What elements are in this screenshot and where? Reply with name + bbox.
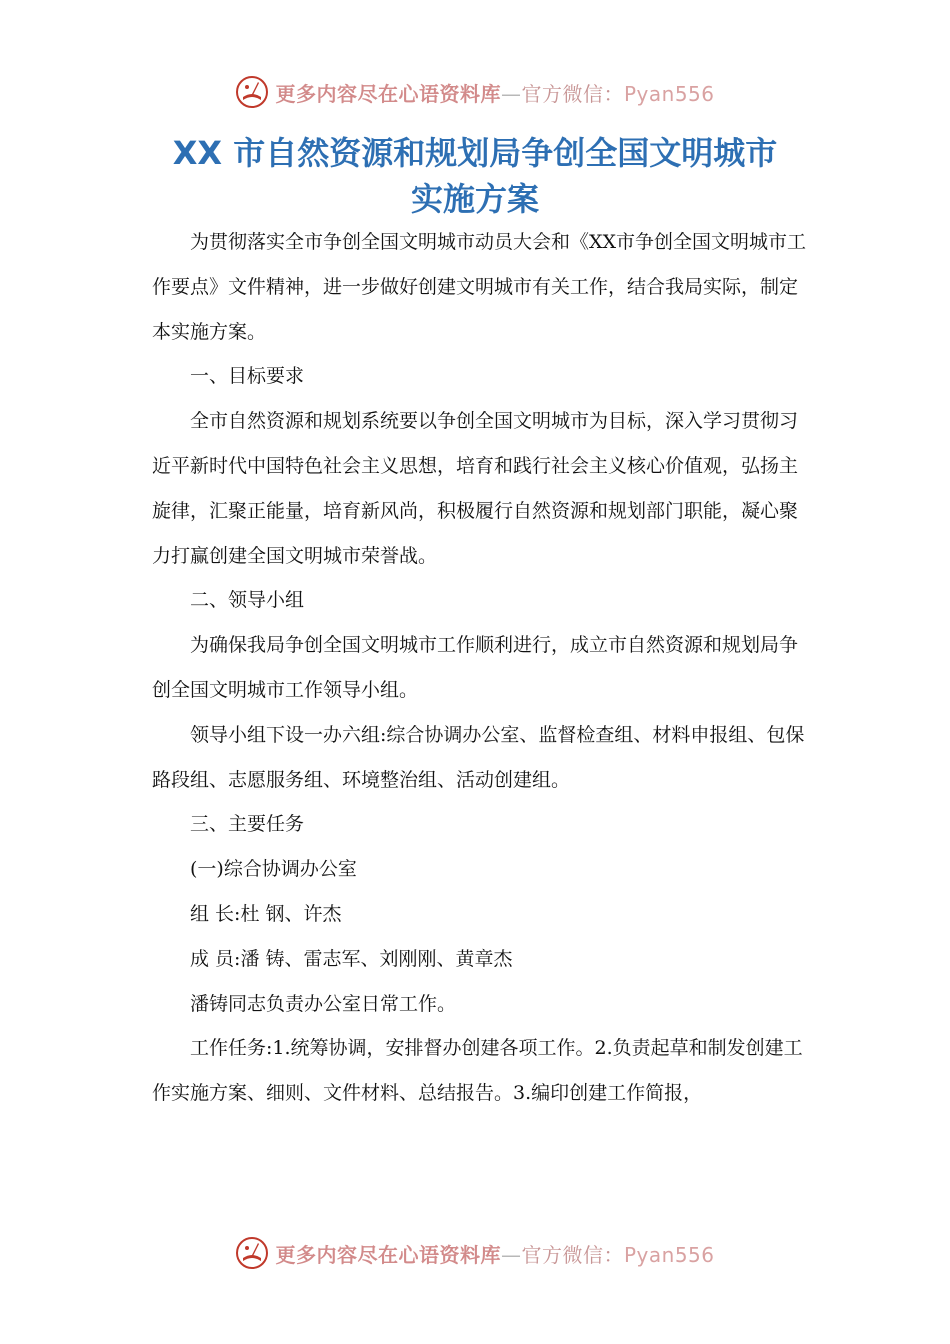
document-body <box>152 220 812 1116</box>
banner-sub: 官方微信： <box>521 1242 624 1267</box>
banner-dash: — <box>500 1242 522 1267</box>
section-heading-tasks: 三、主要任务 <box>190 813 305 836</box>
book-quill-logo-icon <box>235 1236 269 1270</box>
paragraph-members: 成 员:潘 铸、雷志军、刘刚刚、黄章杰 <box>190 947 513 970</box>
paragraph-intro: 为贯彻落实全市争创全国文明城市动员大会和《XX市争创全国文明城市工作要点》文件精神，进一步做好创建文明城市有关工作，结合我局实际，制定本实施方案。 <box>152 231 807 343</box>
paragraph-leadership: 为确保我局争创全国文明城市工作顺利进行，成立市自然资源和规划局争创全国文明城市工作领导小组。 <box>152 634 799 701</box>
book-quill-logo-icon <box>235 75 269 109</box>
section-heading-goals: 一、目标要求 <box>190 365 305 388</box>
footer-banner <box>0 1231 950 1275</box>
paragraph-groups: 领导小组下设一办六组:综合协调办公室、监督检查组、材料申报组、包保路段组、志愿服务组、环境整治组、活动创建组。 <box>152 723 805 791</box>
paragraph-leaders: 组 长:杜 钢、许杰 <box>190 902 342 925</box>
paragraph-duties: 工作任务:1.统筹协调，安排督办创建各项工作。2.负责起草和制发创建工作实施方案、细则、文件材料、总结报告。3.编印创建工作简报， <box>152 1037 803 1105</box>
banner-wechat-id: Pyan556 <box>623 1242 715 1267</box>
banner-text <box>275 1239 714 1268</box>
banner-wechat-id: Pyan556 <box>623 81 715 106</box>
paragraph-daily-work: 潘铸同志负责办公室日常工作。 <box>190 992 457 1015</box>
header-banner <box>0 70 950 114</box>
document-title-line-1: XX 市自然资源和规划局争创全国文明城市 <box>172 134 778 172</box>
banner-dash: — <box>500 81 522 106</box>
banner-main: 更多内容尽在心语资料库 <box>275 81 501 106</box>
banner-main: 更多内容尽在心语资料库 <box>275 1242 501 1267</box>
document-title-line-2: 实施方案 <box>410 180 539 218</box>
banner-sub: 官方微信： <box>521 81 624 106</box>
subsection-heading-office: (一)综合协调办公室 <box>190 858 357 881</box>
banner-text <box>275 78 714 107</box>
section-heading-leadership: 二、领导小组 <box>190 589 305 612</box>
paragraph-goals: 全市自然资源和规划系统要以争创全国文明城市为目标，深入学习贯彻习近平新时代中国特色社会主义思想，培育和践行社会主义核心价值观，弘扬主旋律，汇聚正能量，培育新风尚，积极履行自然资源和规划部门职能，凝心聚力打赢创建全国文明城市荣誉战。 <box>152 410 799 567</box>
